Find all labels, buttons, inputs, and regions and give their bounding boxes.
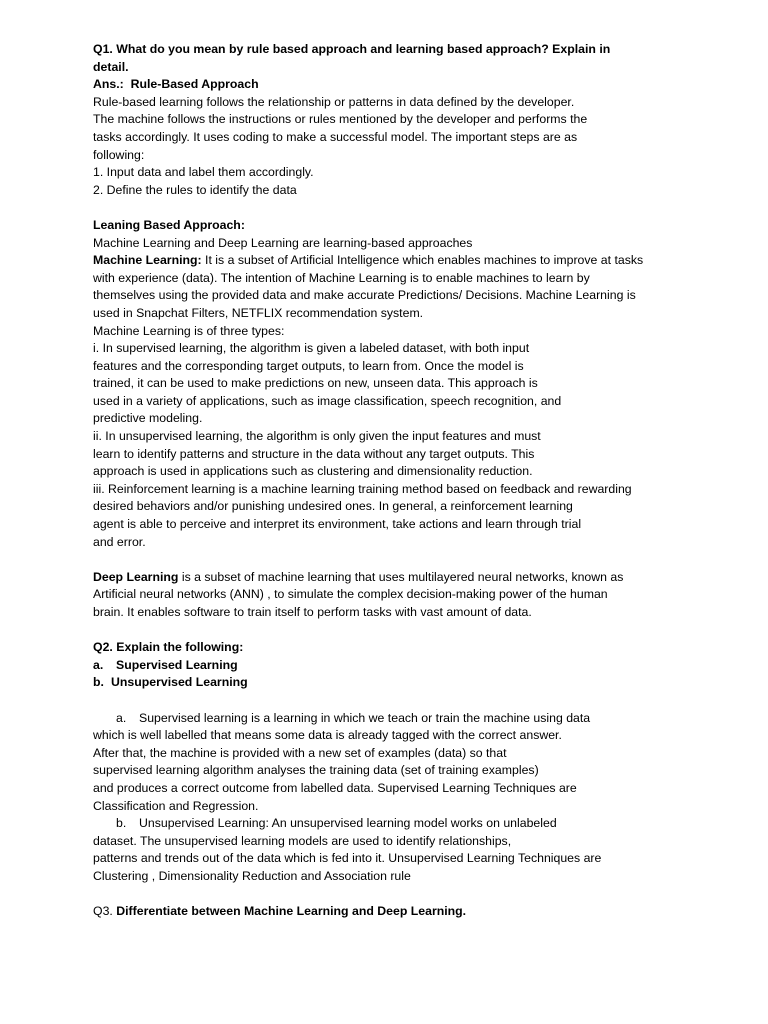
list-marker: a.	[116, 710, 127, 725]
answer-heading	[93, 76, 683, 94]
supervised-line: i. In supervised learning, the algorithm is given a labeled dataset, with both input	[93, 341, 530, 356]
q2-item-b	[93, 674, 683, 692]
paragraph-line: used in Snapchat Filters, NETFLIX recommendation system.	[93, 305, 424, 320]
reinforcement-line: desired behaviors and/or punishing undesired ones. In general, a reinforcement learning	[93, 499, 573, 514]
paragraph-line: Machine Learning and Deep Learning are learning-based approaches	[93, 235, 473, 250]
reinforcement-line: and error.	[93, 534, 146, 549]
unsupervised-line: approach is used in applications such as clustering and dimensionality reduction.	[93, 464, 533, 479]
reinforcement-line: iii. Reinforcement learning is a machine learning training method based on feedback and rewarding	[93, 481, 632, 496]
paragraph-line: patterns and trends out of the data which is fed into it. Unsupervised Learning Techniques are	[93, 851, 602, 866]
supervised-line: trained, it can be used to make predictions on new, unseen data. This approach is	[93, 376, 538, 391]
spacer	[93, 551, 683, 569]
document-page	[93, 41, 683, 921]
q3-prefix: Q3.	[93, 904, 113, 919]
unsupervised-line: learn to identify patterns and structure in the data without any target outputs. This	[93, 446, 535, 461]
reinforcement-line: agent is able to perceive and interpret its environment, take actions and learn through trial	[93, 517, 582, 532]
paragraph-line: and produces a correct outcome from labelled data. Supervised Learning Techniques are	[93, 780, 577, 795]
q2-item-a-label: Supervised Learning	[116, 657, 238, 672]
machine-learning-label: Machine Learning:	[93, 253, 202, 268]
q2-item-a	[93, 657, 683, 675]
q2-answer-b-line	[93, 815, 683, 833]
spacer	[93, 692, 683, 710]
list-marker: a.	[93, 657, 104, 672]
paragraph-line: following:	[93, 147, 145, 162]
machine-learning-line	[93, 252, 683, 270]
q2-answer-a-text: Supervised learning is a learning in which we teach or train the machine using data	[139, 710, 591, 725]
q2-title: Q2. Explain the following:	[93, 640, 244, 655]
paragraph-line: which is well labelled that means some data is already tagged with the correct answer.	[93, 728, 562, 743]
spacer	[93, 622, 683, 640]
supervised-line: features and the corresponding target outputs, to learn from. Once the model is	[93, 358, 524, 373]
spacer	[93, 886, 683, 904]
paragraph-line: dataset. The unsupervised learning models are used to identify relationships,	[93, 833, 512, 848]
unsupervised-line: ii. In unsupervised learning, the algorithm is only given the input features and must	[93, 429, 541, 444]
step-item: 2. Define the rules to identify the data	[93, 182, 297, 197]
paragraph-line: themselves using the provided data and make accurate Predictions/ Decisions. Machine Learning is	[93, 288, 636, 303]
q1-title-line-1: Q1. What do you mean by rule based approach and learning based approach? Explain in	[93, 42, 611, 56]
paragraph-line: with experience (data). The intention of Machine Learning is to enable machines to learn by	[93, 270, 590, 285]
q3-title	[93, 903, 683, 921]
paragraph-line: brain. It enables software to train itself to perform tasks with vast amount of data.	[93, 605, 532, 619]
paragraph-line: After that, the machine is provided with a new set of examples (data) so that	[93, 745, 507, 760]
paragraph-line: Rule-based learning follows the relationship or patterns in data defined by the developer.	[93, 94, 575, 109]
learning-based-heading: Leaning Based Approach:	[93, 217, 245, 232]
step-item: 1. Input data and label them accordingly.	[93, 165, 314, 180]
answer-label: Ans.:	[93, 77, 124, 92]
paragraph-line: Clustering , Dimensionality Reduction and Association rule	[93, 868, 411, 883]
q2-item-b-label: Unsupervised Learning	[111, 675, 248, 690]
paragraph-line: Machine Learning is of three types:	[93, 323, 285, 338]
rule-based-heading: Rule-Based Approach	[130, 77, 259, 92]
paragraph-line: Classification and Regression.	[93, 798, 259, 813]
supervised-line: predictive modeling.	[93, 411, 203, 426]
deep-learning-line	[93, 569, 683, 587]
machine-learning-text: It is a subset of Artificial Intelligence which enables machines to improve at tasks	[201, 253, 644, 268]
q3-title-text: Differentiate between Machine Learning and Deep Learning.	[116, 904, 467, 919]
q2-answer-b-text: Unsupervised Learning: An unsupervised learning model works on unlabeled	[139, 816, 557, 831]
list-marker: b.	[116, 816, 127, 831]
paragraph-line: The machine follows the instructions or rules mentioned by the developer and performs the	[93, 112, 588, 127]
paragraph-line: supervised learning algorithm analyses the training data (set of training examples)	[93, 763, 539, 778]
deep-learning-label: Deep Learning	[93, 569, 179, 584]
q1-title-line-2: detail.	[93, 59, 129, 74]
q2-answer-a-line	[93, 710, 683, 728]
paragraph-line: tasks accordingly. It uses coding to make a successful model. The important steps are as	[93, 129, 578, 144]
supervised-line: used in a variety of applications, such as image classification, speech recognition, and	[93, 393, 562, 408]
paragraph-line: Artificial neural networks (ANN) , to simulate the complex decision-making power of the human	[93, 587, 608, 602]
spacer	[93, 199, 683, 217]
deep-learning-text: is a subset of machine learning that uses multilayered neural networks, known as	[178, 569, 624, 584]
list-marker: b.	[93, 675, 104, 690]
